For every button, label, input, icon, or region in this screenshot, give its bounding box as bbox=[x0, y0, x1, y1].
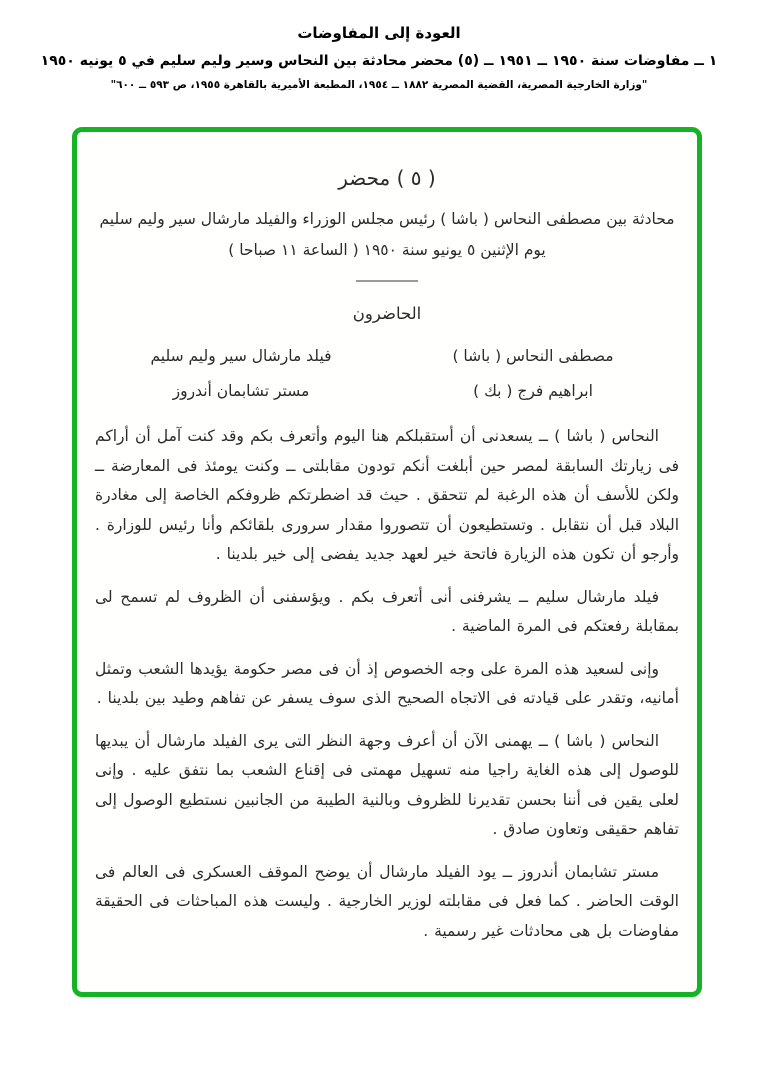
attendees-list bbox=[95, 339, 679, 409]
attendee-name: مصطفى النحاس ( باشا ) bbox=[452, 347, 614, 365]
attendee-name: فيلد مارشال سير وليم سليم bbox=[150, 347, 332, 365]
scanned-document-region bbox=[72, 127, 702, 997]
source-citation: "وزارة الخارجية المصرية، القضية المصرية ١٨٨٢ ــ ١٩٥٤، المطبعة الأميرية بالقاهرة ١٩٥٥، ص ٥٩٣ ــ ٦٠٠" bbox=[110, 79, 648, 91]
attendee-name: ابراهيم فرج ( بك ) bbox=[473, 382, 593, 400]
document-title: ( ٥ ) محضر bbox=[338, 166, 436, 190]
document-subtitle-line1: محادثة بين مصطفى النحاس ( باشا ) رئيس مجلس الوزراء والفيلد مارشال سير وليم سليم bbox=[99, 210, 675, 228]
document-body bbox=[95, 422, 679, 946]
paragraph-nahhas-2: النحاس ( باشا ) ــ يهمنى الآن أن أعرف وجهة النظر التى يرى الفيلد مارشال أن يبديها للوصول إلى هذه الغاية راجيا منه تسهيل مهمتى فى إقناع الشعب بما نتفق عليه . وإنى لعلى يقين فى أننا بحسن تقديرنا للظروف وبالنية الطيبة من الجانبين نستطيع الوصول إلى تفاهم حقيقى وتعاون صادق . bbox=[95, 731, 679, 838]
title-divider-rule bbox=[356, 280, 418, 282]
paragraph-nahhas-1: النحاس ( باشا ) ــ يسعدنى أن أستقبلكم هنا اليوم وأتعرف بكم وقد كنت آمل أن أراكم فى زيارتك السابقة لمصر حين أبلغت أنكم تودون مقابلتى ــ وكنت يومئذ فى المعارضة ــ ولكن للأسف أن هذه الرغبة لم تتحقق . حيث قد اضطرتكم ظروفكم الخاصة إلى مغادرة البلاد قبل أن نتقابل . وتستطيعون أن تتصوروا مقدار سرورى بلقائكم وأنا رئيس للوزارة . وأرجو أن تكون هذه الزيارة فاتحة خير لعهد جديد يفضى إلى خير بلدينا . bbox=[95, 427, 679, 563]
page-header bbox=[0, 24, 758, 91]
paragraph-slim-2: وإنى لسعيد هذه المرة على وجه الخصوص إذ أن فى مصر حكومة يؤيدها الشعب وتمثل أمانيه، وتقدر على قيادته فى الاتجاه الصحيح الذى سوف يسفر عن تفاهم وطيد بين بلدينا . bbox=[95, 659, 679, 707]
attendees-heading: الحاضرون bbox=[352, 304, 422, 323]
paragraph-andrews-1: مستر تشابمان أندروز ــ يود الفيلد مارشال أن يوضح الموقف العسكرى فى العالم فى الوقت الحاضر . كما فعل فى مقابلته لوزير الخارجية . وليست هذه المباحثات فى الحقيقة مفاوضات بل هى محادثات غير رسمية . bbox=[95, 862, 679, 940]
attendee-name: مستر تشابمان أندروز bbox=[172, 382, 310, 400]
document-subtitle-line2: يوم الإثنين ٥ يونيو سنة ١٩٥٠ ( الساعة ١١ صباحا ) bbox=[228, 241, 546, 259]
attendees-column-british bbox=[95, 339, 387, 409]
paragraph-slim-1: فيلد مارشال سليم ــ يشرفنى أنى أتعرف بكم . ويؤسفنى أن الظروف لم تسمح لى بمقابلة رفعتكم فى المرة الماضية . bbox=[95, 587, 679, 635]
document-subtitle bbox=[95, 204, 679, 266]
page-title: العودة إلى المفاوضات bbox=[297, 24, 461, 42]
attendees-column-egyptian bbox=[387, 339, 679, 409]
entry-heading: ١ ــ مفاوضات سنة ١٩٥٠ ــ ١٩٥١ ــ (٥) محضر محادثة بين النحاس وسير وليم سليم في ٥ يونيه ١٩٥٠ bbox=[40, 53, 718, 69]
